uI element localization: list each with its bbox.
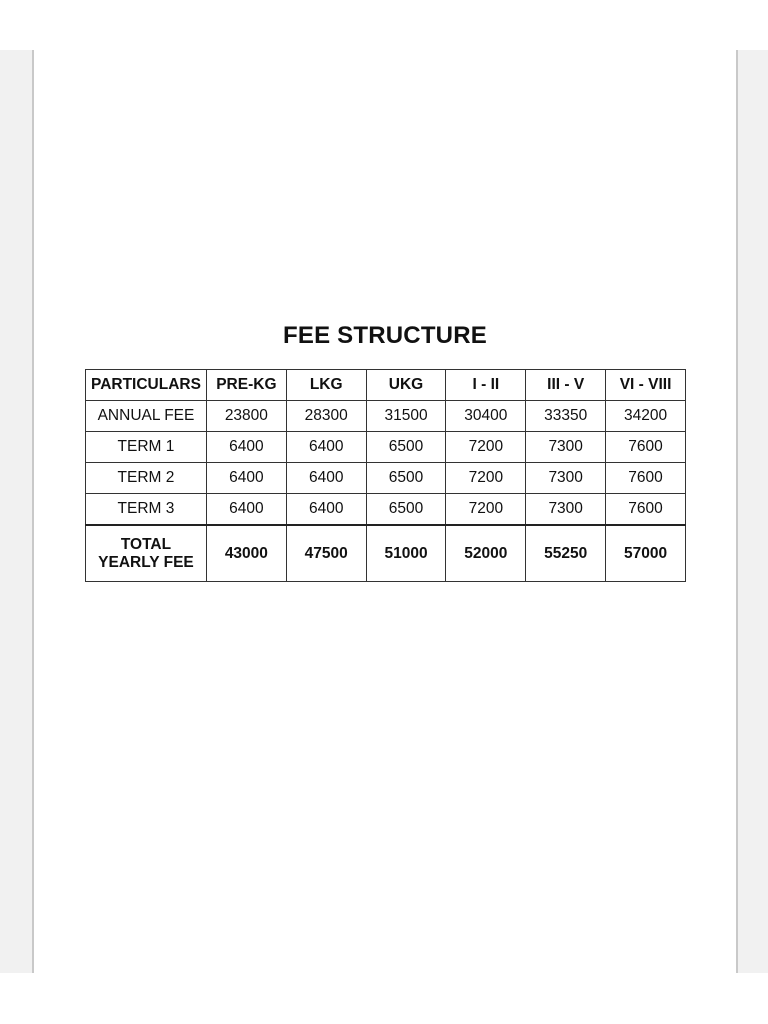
header-iii-v: III - V	[526, 370, 606, 401]
table-cell: 33350	[526, 401, 606, 432]
viewer-gutter-right	[738, 50, 768, 973]
table-row-term-3	[86, 494, 686, 526]
total-cell: 57000	[606, 525, 686, 582]
table-cell: 6400	[206, 494, 286, 526]
total-cell: 43000	[206, 525, 286, 582]
table-row-term-2	[86, 463, 686, 494]
table-cell: 6500	[366, 463, 446, 494]
table-cell: 6400	[206, 432, 286, 463]
row-label: ANNUAL FEE	[86, 401, 207, 432]
table-cell: 7300	[526, 432, 606, 463]
table-cell: 23800	[206, 401, 286, 432]
table-cell: 7300	[526, 463, 606, 494]
row-label: TERM 1	[86, 432, 207, 463]
table-header-row	[86, 370, 686, 401]
table-cell: 6400	[286, 494, 366, 526]
table-cell: 7600	[606, 463, 686, 494]
table-cell: 6500	[366, 432, 446, 463]
total-cell: 47500	[286, 525, 366, 582]
table-row-total-yearly-fee	[86, 525, 686, 582]
table-cell: 28300	[286, 401, 366, 432]
table-cell: 6400	[286, 432, 366, 463]
header-vi-viii: VI - VIII	[606, 370, 686, 401]
page-title: FEE STRUCTURE	[283, 322, 487, 349]
table-row-annual-fee	[86, 401, 686, 432]
header-i-ii: I - II	[446, 370, 526, 401]
header-lkg: LKG	[286, 370, 366, 401]
total-cell: 52000	[446, 525, 526, 582]
table-cell: 7200	[446, 494, 526, 526]
table-cell: 30400	[446, 401, 526, 432]
table-cell: 7600	[606, 494, 686, 526]
table-cell: 6500	[366, 494, 446, 526]
total-cell: 55250	[526, 525, 606, 582]
document-page	[32, 50, 738, 973]
viewer-gutter-left	[0, 50, 32, 973]
table-cell: 6400	[286, 463, 366, 494]
row-label: TERM 2	[86, 463, 207, 494]
table-cell: 34200	[606, 401, 686, 432]
table-cell: 7600	[606, 432, 686, 463]
fee-structure-table	[85, 369, 686, 582]
table-cell: 7300	[526, 494, 606, 526]
table-cell: 7200	[446, 432, 526, 463]
header-particulars: PARTICULARS	[86, 370, 207, 401]
total-label	[86, 525, 207, 582]
row-label: TERM 3	[86, 494, 207, 526]
table-row-term-1	[86, 432, 686, 463]
table-cell: 7200	[446, 463, 526, 494]
header-pre-kg: PRE-KG	[206, 370, 286, 401]
table-cell: 6400	[206, 463, 286, 494]
total-label-line-1: TOTAL	[120, 535, 172, 553]
total-label-line-2: YEARLY FEE	[98, 553, 194, 571]
header-ukg: UKG	[366, 370, 446, 401]
table-cell: 31500	[366, 401, 446, 432]
total-cell: 51000	[366, 525, 446, 582]
